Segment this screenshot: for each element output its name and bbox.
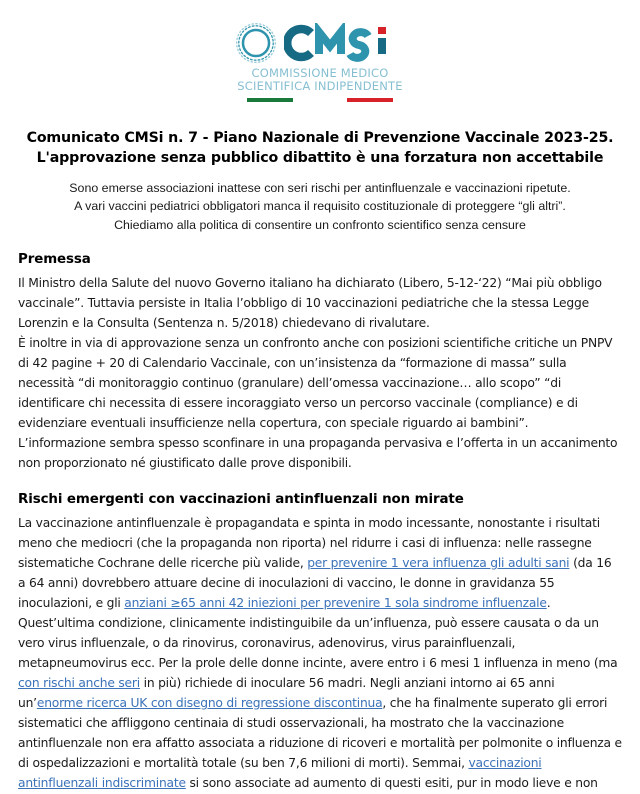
page-title-line2: L'approvazione senza pubblico dibattito è una forzatura non accettabile — [36, 149, 604, 166]
logo-subtitle-line2: SCIENTIFICA INDIPENDENTE — [237, 78, 403, 93]
body-paragraph — [18, 513, 622, 793]
body-link[interactable]: con rischi anche seri — [18, 676, 140, 691]
document-content — [0, 128, 640, 794]
cmsi-wordmark — [284, 23, 406, 63]
body-link[interactable]: per prevenire 1 vera influenza gli adulti sani — [307, 556, 570, 571]
body-text-run: L’informazione sembra spesso sconfinare in una propaganda pervasiva e l’offerta in un accanimento non proporzionato né giustificato dalle prove disponibili. — [18, 436, 618, 471]
body-link[interactable]: enorme ricerca UK con disegno di regressione discontinua — [36, 696, 383, 711]
page-subtitle-line3: Chiediamo alla politica di consentire un confronto scientifico senza censure — [114, 217, 526, 232]
page-subtitle-line1: Sono emerse associazioni inattese con seri rischi per antinfluenzale e vaccinazioni ripetute. — [69, 181, 571, 196]
flag-bar-red — [347, 98, 393, 102]
sections-container — [18, 252, 622, 794]
page-subtitle — [18, 179, 622, 234]
laurel-ring-icon — [235, 22, 277, 64]
body-text-run: in più) richiede di inoculare 56 madri. Negli anziani intorno ai 65 anni un’ — [18, 676, 555, 711]
page-title — [18, 128, 622, 168]
body-text-run: , che ha finalmente superato gli errori sistematici che affliggono centinaia di studi osservazionali, ha mostrato che la vaccinazione antinfluenzale non era affatto associata a riduzione di ricoveri e mortalità per polmonite o influenza e di ospedalizzazioni e mortalità totale (su ben 7,6 milioni di morti). Semmai, — [18, 696, 622, 771]
cmsi-logo — [0, 0, 640, 102]
flag-bar-white — [297, 98, 343, 102]
body-text-run: (da 16 a 64 anni) dovrebbero attuare decine di inoculazioni di vaccino, le donne in gravidanza 55 inoculazioni, e gli — [18, 556, 612, 611]
body-text-run: Il Ministro della Salute del nuovo Governo italiano ha dichiarato (Libero, 5-12-‘22) “Mai più obbligo vaccinale”. Tuttavia persiste in Italia l’obbligo di 10 vaccinazioni pediatriche che la stessa Legge Lorenzin e la Consulta (Sentenza n. 5/2018) chiedevano di rivalutare. — [18, 275, 602, 330]
body-link[interactable]: anziani ≥65 anni 42 iniezioni per prevenire 1 sola sindrome influenzale — [124, 596, 547, 611]
body-text-run: . Quest’ultima condizione, clinicamente indistinguibile da un’influenza, può essere causata o da un vero virus influenzale, o da rinovirus, coronavirus, adenovirus, virus parainfluenzali, metapneumovirus ecc. Per la prole delle donne incinte, avere entro i 6 mesi 1 influenza in meno (ma — [18, 596, 618, 671]
body-paragraph — [18, 433, 622, 473]
body-paragraph — [18, 273, 622, 333]
body-link[interactable]: vaccinazioni antinfluenzali indiscriminate — [18, 756, 542, 791]
section-heading: Premessa — [18, 251, 91, 267]
page-title-line1: Comunicato CMSi n. 7 - Piano Nazionale di Prevenzione Vaccinale 2023-25. — [26, 129, 614, 146]
body-text-run: La vaccinazione antinfluenzale è propagandata e spinta in modo incessante, nonostante i risultati meno che mediocri (che la propaganda non riporta) nel ridurre i casi di influenza: nelle rassegne sistematiche Cochrane delle ricerche più valide, — [18, 516, 600, 571]
section-heading: Rischi emergenti con vaccinazioni antinfluenzali non mirate — [18, 492, 464, 508]
page-subtitle-line2: A vari vaccini pediatrici obbligatori manca il requisito costituzionale di proteggere “gli altri”. — [74, 199, 566, 214]
flag-bar-green — [247, 98, 293, 102]
logo-row — [235, 22, 406, 64]
logo-subtitle-line1: COMMISSIONE MEDICO — [251, 66, 389, 80]
italian-flag-bars — [247, 98, 393, 102]
body-text-run: È inoltre in via di approvazione senza un confronto anche con posizioni scientifiche critiche un PNPV di 42 pagine + 20 di Calendario Vaccinale, con un’insistenza da “formazione di massa” sulla necessità “di monitoraggio continuo (granulare) dell’omessa vaccinazione… allo scopo” “di identificare chi necessita di essere incoraggiato verso un percorso vaccinale (compliance) e di evidenziare eventuali insufficienze nella copertura, con speciale riguardo ai bambini”. — [18, 335, 613, 430]
body-paragraph — [18, 333, 622, 433]
body-text-run: si sono associate ad aumento di questi esiti, pur in modo lieve e non — [185, 776, 598, 791]
logo-subtitle — [237, 67, 402, 93]
